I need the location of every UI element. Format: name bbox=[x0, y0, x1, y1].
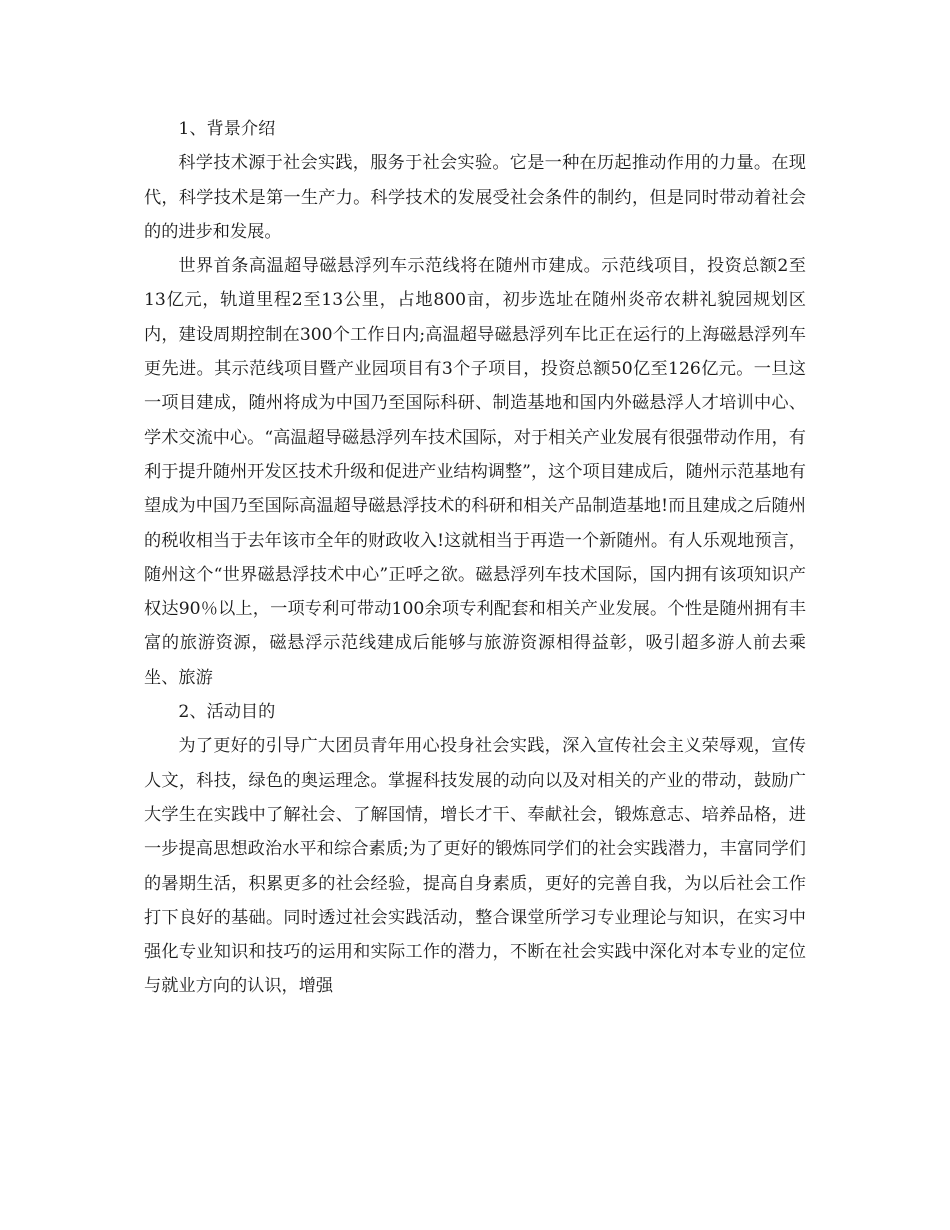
heading-background: 1、背景介绍 bbox=[178, 119, 276, 139]
heading-activity-purpose: 2、活动目的 bbox=[178, 702, 276, 723]
document-body bbox=[144, 112, 806, 1004]
paragraph-activity-purpose: 为了更好的引导广大团员青年用心投身社会实践，深入宣传社会主义荣辱观，宣传人文，科技，绿色的奥运理念。掌握科技发展的动向以及对相关的产业的带动，鼓励广大学生在实践中了解社会、了解国情，增长才干、奉献社会，锻炼意志、培养品格，进一步提高思想政治水平和综合素质;为了更好的锻炼同学们的社会实践潜力，丰富同学们的暑期生活，积累更多的社会经验，提高自身素质，更好的完善自我，为以后社会工作打下良好的基础。同时透过社会实践活动，整合课堂所学习专业理论与知识，在实习中强化专业知识和技巧的运用和实际工作的潜力，不断在社会实践中深化对本专业的定位与就业方向的认识，增强 bbox=[144, 736, 806, 997]
paragraph-science-intro: 科学技术源于社会实践，服务于社会实验。它是一种在历起推动作用的力量。在现代，科学技术是第一生产力。科学技术的发展受社会条件的制约，但是同时带动着社会的的进步和发展。 bbox=[144, 153, 806, 242]
paragraph-maglev-project: 世界首条高温超导磁悬浮列车示范线将在随州市建成。示范线项目，投资总额2至13亿元，轨道里程2至13公里，占地800亩，初步选址在随州炎帝农耕礼貌园规划区内，建设周期控制在300个工作日内;高温超导磁悬浮列车比正在运行的上海磁悬浮列车更先进。其示范线项目暨产业园项目有3个子项目，投资总额50亿至126亿元。一旦这一项目建成，随州将成为中国乃至国际科研、制造基地和国内外磁悬浮人才培训中心、学术交流中心。“高温超导磁悬浮列车技术国际，对于相关产业发展有很强带动作用，有利于提升随州开发区技术升级和促进产业结构调整”，这个项目建成后，随州示范基地有望成为中国乃至国际高温超导磁悬浮技术的科研和相关产品制造基地!而且建成之后随州的税收相当于去年该市全年的财政收入!这就相当于再造一个新随州。有人乐观地预言，随州这个“世界磁悬浮技术中心”正呼之欲。磁悬浮列车技术国际，国内拥有该项知识产权达90％以上，一项专利可带动100余项专利配套和相关产业发展。个性是随州拥有丰富的旅游资源，磁悬浮示范线建成后能够与旅游资源相得益彰，吸引超多游人前去乘坐、旅游 bbox=[144, 256, 806, 688]
